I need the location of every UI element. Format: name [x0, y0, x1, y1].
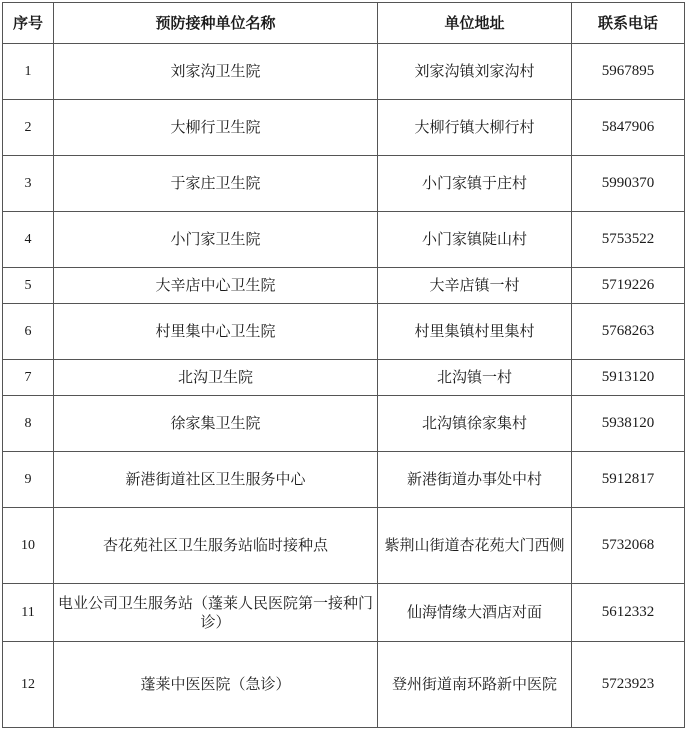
row-index: 12 [3, 642, 54, 728]
row-address: 刘家沟镇刘家沟村 [378, 44, 572, 100]
row-phone: 5768263 [572, 304, 685, 360]
table-row [3, 452, 685, 508]
row-index: 3 [3, 156, 54, 212]
row-index: 11 [3, 584, 54, 642]
table-row [3, 584, 685, 642]
row-address: 村里集镇村里集村 [378, 304, 572, 360]
row-name: 电业公司卫生服务站（蓬莱人民医院第一接种门诊） [54, 584, 378, 642]
row-name: 于家庄卫生院 [54, 156, 378, 212]
row-index: 7 [3, 360, 54, 396]
row-phone: 5732068 [572, 508, 685, 584]
row-index: 4 [3, 212, 54, 268]
table-row [3, 642, 685, 728]
header-name: 预防接种单位名称 [54, 3, 378, 44]
vaccination-sites-table [2, 2, 685, 728]
row-address: 大柳行镇大柳行村 [378, 100, 572, 156]
row-name: 蓬莱中医医院（急诊） [54, 642, 378, 728]
row-index: 1 [3, 44, 54, 100]
row-name: 刘家沟卫生院 [54, 44, 378, 100]
row-name: 大辛店中心卫生院 [54, 268, 378, 304]
row-name: 大柳行卫生院 [54, 100, 378, 156]
row-phone: 5847906 [572, 100, 685, 156]
row-address: 紫荆山街道杏花苑大门西侧 [378, 508, 572, 584]
row-index: 6 [3, 304, 54, 360]
row-phone: 5612332 [572, 584, 685, 642]
row-name: 杏花苑社区卫生服务站临时接种点 [54, 508, 378, 584]
row-address: 新港街道办事处中村 [378, 452, 572, 508]
table-row [3, 44, 685, 100]
row-index: 9 [3, 452, 54, 508]
table-row [3, 360, 685, 396]
table-header-row [3, 3, 685, 44]
header-address: 单位地址 [378, 3, 572, 44]
row-address: 大辛店镇一村 [378, 268, 572, 304]
row-address: 仙海情缘大酒店对面 [378, 584, 572, 642]
row-index: 8 [3, 396, 54, 452]
row-address: 小门家镇于庄村 [378, 156, 572, 212]
row-phone: 5967895 [572, 44, 685, 100]
table-row [3, 508, 685, 584]
row-name: 新港街道社区卫生服务中心 [54, 452, 378, 508]
table-row [3, 304, 685, 360]
header-phone: 联系电话 [572, 3, 685, 44]
table-row [3, 100, 685, 156]
row-address: 登州街道南环路新中医院 [378, 642, 572, 728]
row-phone: 5913120 [572, 360, 685, 396]
row-phone: 5723923 [572, 642, 685, 728]
row-phone: 5753522 [572, 212, 685, 268]
row-index: 10 [3, 508, 54, 584]
row-name: 北沟卫生院 [54, 360, 378, 396]
row-index: 2 [3, 100, 54, 156]
row-address: 北沟镇徐家集村 [378, 396, 572, 452]
table-row [3, 156, 685, 212]
table-row [3, 268, 685, 304]
row-address: 小门家镇陡山村 [378, 212, 572, 268]
row-phone: 5912817 [572, 452, 685, 508]
row-phone: 5990370 [572, 156, 685, 212]
table-row [3, 396, 685, 452]
row-name: 徐家集卫生院 [54, 396, 378, 452]
row-phone: 5938120 [572, 396, 685, 452]
header-index: 序号 [3, 3, 54, 44]
row-name: 小门家卫生院 [54, 212, 378, 268]
row-address: 北沟镇一村 [378, 360, 572, 396]
row-index: 5 [3, 268, 54, 304]
row-phone: 5719226 [572, 268, 685, 304]
row-name: 村里集中心卫生院 [54, 304, 378, 360]
table-row [3, 212, 685, 268]
